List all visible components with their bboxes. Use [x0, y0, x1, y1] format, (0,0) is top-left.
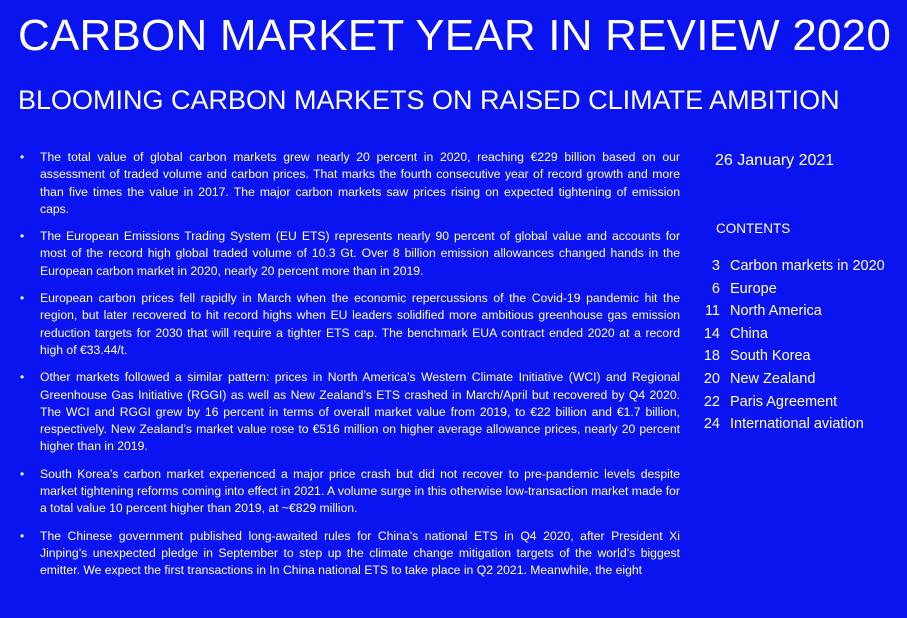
summary-bullet	[20, 149, 680, 218]
toc-page-number: 24	[703, 416, 720, 433]
toc-page-number: 20	[703, 370, 720, 387]
bullet-text: The total value of global carbon markets grew nearly 20 percent in 2020, reaching €229 billion based on our assessment of traded volume and carbon prices. That marks the fourth consecutive year of record growth and more than five times the value in 2017. The major carbon markets saw prices rising on expected tightening of emission caps.	[40, 150, 680, 216]
toc-label[interactable]: Europe	[730, 280, 777, 297]
toc-label[interactable]: International aviation	[730, 416, 864, 433]
toc-page-number: 3	[711, 258, 720, 274]
toc-label[interactable]: South Korea	[730, 348, 811, 365]
toc-item[interactable]	[700, 348, 885, 371]
toc-label[interactable]: China	[730, 325, 768, 342]
page-subtitle: BLOOMING CARBON MARKETS ON RAISED CLIMATE AMBITION	[18, 85, 840, 115]
toc-item[interactable]	[700, 371, 885, 394]
toc-page-number: 11	[704, 303, 720, 320]
bullet-marker: •	[20, 528, 25, 543]
summary-bullet-list	[20, 149, 680, 590]
bullet-marker: •	[20, 291, 25, 306]
summary-bullet	[20, 290, 680, 359]
bullet-text: Other markets followed a similar pattern: prices in North America’s Western Climate Initiative (WCI) and Regional Greenhouse Gas Initiative (RGGI) as well as New Zealand’s ETS crashed in March/April but recovered by Q4 2020. The WCI and RGGI grew by 16 percent in terms of overall market value from 2019, to €22 billion and €1.7 billion, respectively. New Zealand’s market value rose to €516 million on higher average allowance prices, nearly 20 percent higher than in 2019.	[40, 370, 680, 454]
toc-item[interactable]	[700, 326, 885, 349]
bullet-marker: •	[20, 150, 25, 164]
toc-label[interactable]: New Zealand	[730, 370, 816, 387]
toc-item[interactable]	[700, 281, 885, 304]
toc-label[interactable]: Carbon markets in 2020	[730, 258, 885, 274]
toc-page-number: 22	[703, 393, 720, 410]
summary-bullet	[20, 528, 680, 580]
summary-bullet	[20, 228, 680, 280]
page-title: CARBON MARKET YEAR IN REVIEW 2020	[18, 11, 892, 60]
bullet-marker: •	[20, 229, 25, 244]
summary-bullet	[20, 466, 680, 518]
contents-heading: CONTENTS	[716, 221, 791, 236]
bullet-text: The Chinese government published long-awaited rules for China’s national ETS in Q4 2020, after President Xi Jinping’s unexpected pledge in September to step up the climate change mitigation targets of the world’s biggest emitter. We expect the first transactions in In China national ETS to take place in Q2 2021. Meanwhile, the eight	[40, 528, 680, 578]
bullet-text: South Korea’s carbon market experienced a major price crash but did not recover to pre-pandemic levels despite market tightening reforms coming into effect in 2021. A volume surge in this otherwise low-transaction market made for a total value 10 percent higher than 2019, at ~€829 million.	[40, 466, 680, 516]
bullet-text: The European Emissions Trading System (EU ETS) represents nearly 90 percent of global value and accounts for most of the record high global traded volume of 10.3 Gt. Over 8 billion emission allowances changed hands in the European carbon market in 2020, nearly 20 percent more than in 2019.	[40, 229, 680, 278]
toc-item[interactable]	[700, 303, 885, 326]
toc-page-number: 14	[703, 325, 720, 342]
publication-date: 26 January 2021	[715, 152, 835, 169]
toc-item[interactable]	[700, 394, 885, 417]
bullet-marker: •	[20, 370, 25, 385]
table-of-contents	[700, 258, 885, 439]
toc-page-number: 6	[711, 280, 720, 297]
bullet-marker: •	[20, 466, 25, 481]
toc-label[interactable]: North America	[730, 303, 822, 320]
toc-label[interactable]: Paris Agreement	[730, 393, 838, 410]
summary-bullet	[20, 369, 680, 455]
toc-page-number: 18	[703, 348, 720, 365]
toc-item[interactable]	[700, 258, 885, 281]
toc-item[interactable]	[700, 416, 885, 439]
bullet-text: European carbon prices fell rapidly in March when the economic repercussions of the Covid-19 pandemic hit the region, but later recovered to hit record highs when EU leaders solidified more ambitious greenhouse gas emission reduction targets for 2030 that will require a tighter ETS cap. The benchmark EUA contract ended 2020 at a record high of €33.44/t.	[40, 291, 680, 357]
